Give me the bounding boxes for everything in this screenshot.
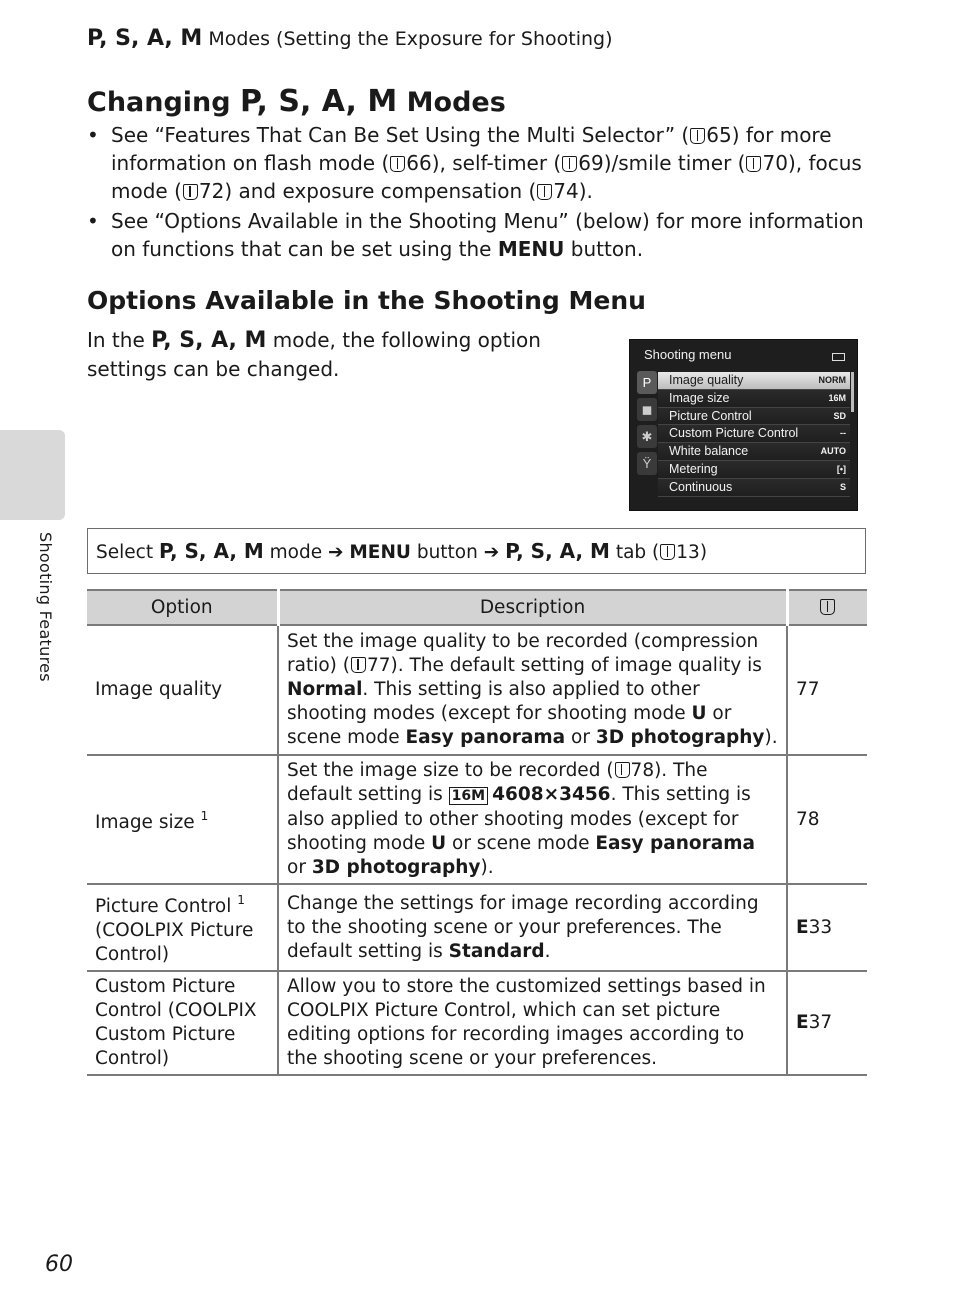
option-cell: [87, 755, 278, 884]
page-ref[interactable]: 78: [630, 760, 655, 781]
camera-menu-item[interactable]: [658, 461, 850, 479]
description-text: . This setting is also applied to other shooting modes (except for shooting mode: [287, 784, 751, 854]
bullet-text: ).: [578, 179, 593, 203]
running-header: [87, 26, 613, 51]
bullet-text: ), self-timer (: [431, 151, 562, 175]
description-cell: [278, 971, 787, 1075]
image-size-16m-icon: 16M: [449, 787, 488, 805]
table-row: [87, 884, 867, 971]
camera-menu-item[interactable]: [658, 479, 850, 497]
camera-menu-value: NORM: [818, 375, 846, 385]
intro-text: mode, the following option settings can be changed.: [87, 328, 541, 381]
camera-scrollbar: [851, 372, 854, 412]
table-row: [87, 625, 867, 755]
camera-tab-movie-icon[interactable]: ◼: [637, 398, 657, 421]
default-value: 4608×3456: [492, 784, 611, 805]
camera-tab-column: [637, 371, 657, 479]
reference-book-icon: [746, 156, 761, 172]
subsection-heading: Options Available in the Shooting Menu: [87, 286, 646, 315]
description-text: Set the image size to be recorded (: [287, 760, 614, 781]
description-text: ).: [764, 727, 778, 748]
camera-tab-setup-icon[interactable]: Ÿ: [637, 452, 657, 475]
reference-book-icon: [615, 762, 630, 778]
default-value: Normal: [287, 679, 363, 700]
bullet-text: See “Features That Can Be Set Using the Multi Selector” (: [111, 123, 690, 147]
camera-menu-label: Picture Control: [669, 408, 752, 423]
path-modes: P, S, A, M: [505, 539, 610, 563]
page-ref[interactable]: 13: [676, 542, 700, 563]
heading-modes: P, S, A, M: [240, 84, 398, 119]
page-ref[interactable]: 33: [808, 916, 833, 938]
table-row: [87, 755, 867, 884]
reference-section-e-icon: E: [796, 916, 809, 938]
description-cell: [278, 625, 787, 755]
path-text: ): [699, 542, 708, 563]
description-text: . This setting is also applied to other shooting modes (except for shooting mode: [287, 679, 700, 724]
bullet-text: )/smile timer (: [603, 151, 746, 175]
option-cell: [87, 625, 278, 755]
mode-u-icon: U: [431, 833, 447, 854]
page-ref[interactable]: 77: [366, 655, 391, 676]
camera-menu-item[interactable]: [658, 425, 850, 443]
page-ref[interactable]: 70: [762, 151, 788, 175]
path-text: tab (: [609, 542, 660, 563]
camera-menu-label: Image size: [669, 390, 730, 405]
bullet-item: [87, 121, 877, 205]
path-text: mode ➔: [263, 542, 350, 563]
option-name: Image quality: [95, 679, 223, 700]
path-text: button ➔: [410, 542, 506, 563]
menu-path-box: [87, 528, 866, 574]
bullet-text: ), focus mode (: [111, 151, 862, 203]
description-text: .: [544, 940, 551, 962]
page-cell[interactable]: 78: [787, 755, 867, 884]
reference-section-e-icon: E: [796, 1012, 809, 1033]
header-text: Modes (Setting the Exposure for Shooting): [202, 28, 613, 50]
camera-menu-label: White balance: [669, 444, 749, 459]
bullet-text: ) for more information on flash mode (: [111, 123, 832, 175]
camera-menu-value: SD: [833, 410, 846, 421]
camera-menu-value: AUTO: [820, 446, 846, 457]
camera-menu-label: Continuous: [669, 479, 733, 494]
page-cell[interactable]: 77: [787, 625, 867, 755]
camera-menu-list: [658, 372, 850, 497]
camera-menu-label: Custom Picture Control: [669, 426, 799, 441]
bullet-list: [87, 121, 877, 265]
menu-button-icon: MENU: [349, 542, 411, 563]
reference-book-icon: [183, 184, 198, 200]
intro-text: In the: [87, 328, 152, 352]
page-ref[interactable]: 65: [706, 123, 732, 147]
camera-menu-item[interactable]: [658, 408, 850, 426]
path-text: Select: [96, 542, 159, 563]
scene-mode-name: 3D photography: [311, 857, 481, 878]
intro-paragraph: [87, 326, 617, 384]
option-name: Custom Picture Control (COOLPIX Custom Picture Control): [95, 976, 257, 1069]
intro-modes: P, S, A, M: [151, 328, 267, 353]
camera-screen-title: Shooting menu: [644, 347, 732, 362]
table-header-row: [87, 590, 867, 625]
scene-mode-name: 3D photography: [595, 727, 765, 748]
reference-book-icon: [390, 156, 405, 172]
camera-menu-value: [•]: [836, 463, 846, 474]
camera-menu-screen: [629, 339, 858, 511]
footnote-marker: 1: [200, 809, 209, 823]
description-text: or: [565, 727, 596, 748]
camera-menu-value: S: [839, 481, 846, 492]
reference-book-icon: [660, 544, 675, 560]
option-name: Picture Control: [95, 896, 232, 917]
mode-letters: P, S, A, M: [87, 26, 203, 51]
options-table: [87, 589, 867, 1076]
bullet-text: See “Options Available in the Shooting Menu” (below) for more information on functions that can be set using the: [111, 209, 864, 261]
description-text: Allow you to store the customized settings based in COOLPIX Picture Control, which can set picture editing options for recording images according to the shooting scene or your preferences.: [287, 976, 766, 1069]
description-text: ). The default setting is: [287, 760, 708, 805]
chapter-side-label: Shooting Features: [36, 532, 55, 682]
menu-button-icon: MENU: [497, 237, 565, 261]
description-text: ). The default setting of image quality is: [390, 655, 762, 676]
camera-menu-label: Metering: [669, 461, 718, 476]
description-text: or: [287, 857, 312, 878]
mode-u-icon: U: [691, 703, 707, 724]
camera-menu-item[interactable]: [658, 372, 850, 390]
reference-book-icon: [537, 184, 552, 200]
reference-book-icon: [690, 128, 705, 144]
page-cell[interactable]: [787, 884, 867, 971]
footnote-marker: 1: [237, 893, 245, 907]
description-cell: [278, 755, 787, 884]
option-cell: [87, 884, 278, 971]
page-ref[interactable]: 72: [198, 179, 225, 203]
bullet-text: ) and exposure compensation (: [224, 179, 537, 203]
description-text: or scene mode: [287, 703, 732, 748]
description-text: ).: [480, 857, 494, 878]
option-name: Image size: [95, 812, 195, 833]
page-ref[interactable]: 66: [406, 151, 432, 175]
reference-book-icon: [351, 657, 366, 673]
camera-menu-label: Image quality: [669, 373, 744, 387]
option-cell: [87, 971, 278, 1075]
camera-tab-custom-icon[interactable]: ✱: [637, 425, 657, 448]
page-ref[interactable]: 69: [578, 151, 604, 175]
column-header-option: Option: [87, 590, 278, 625]
reference-book-icon: [820, 599, 835, 615]
path-modes: P, S, A, M: [158, 539, 264, 563]
option-subname: (COOLPIX Picture Control): [95, 920, 254, 965]
bullet-text: button.: [564, 237, 644, 261]
camera-menu-value: 16M: [828, 392, 846, 403]
chapter-side-tab: [0, 430, 65, 520]
battery-icon: [832, 353, 845, 361]
scene-mode-name: Easy panorama: [405, 727, 566, 748]
scene-mode-name: Easy panorama: [595, 833, 755, 854]
camera-menu-item[interactable]: [658, 443, 850, 461]
description-text: or scene mode: [446, 833, 596, 854]
table-row: [87, 971, 867, 1075]
section-heading: [87, 84, 506, 119]
page-ref[interactable]: 74: [553, 179, 579, 203]
heading-suffix: Modes: [397, 87, 506, 118]
default-value: Standard: [448, 940, 545, 962]
column-header-reference: [787, 590, 867, 625]
page-number: 60: [45, 1252, 73, 1277]
bullet-item: [87, 207, 877, 263]
camera-menu-item[interactable]: [658, 390, 850, 408]
description-text: Set the image quality to be recorded (compression ratio) (: [287, 631, 759, 676]
camera-menu-value: --: [840, 428, 846, 439]
page-ref[interactable]: 37: [808, 1012, 833, 1033]
description-cell: [278, 884, 787, 971]
column-header-description: Description: [278, 590, 787, 625]
heading-prefix: Changing: [87, 87, 241, 118]
description-text: Change the settings for image recording according to the shooting scene or your preferences. The default setting is: [287, 892, 759, 962]
camera-tab-shooting[interactable]: P: [637, 371, 657, 394]
page-cell[interactable]: [787, 971, 867, 1075]
reference-book-icon: [562, 156, 577, 172]
